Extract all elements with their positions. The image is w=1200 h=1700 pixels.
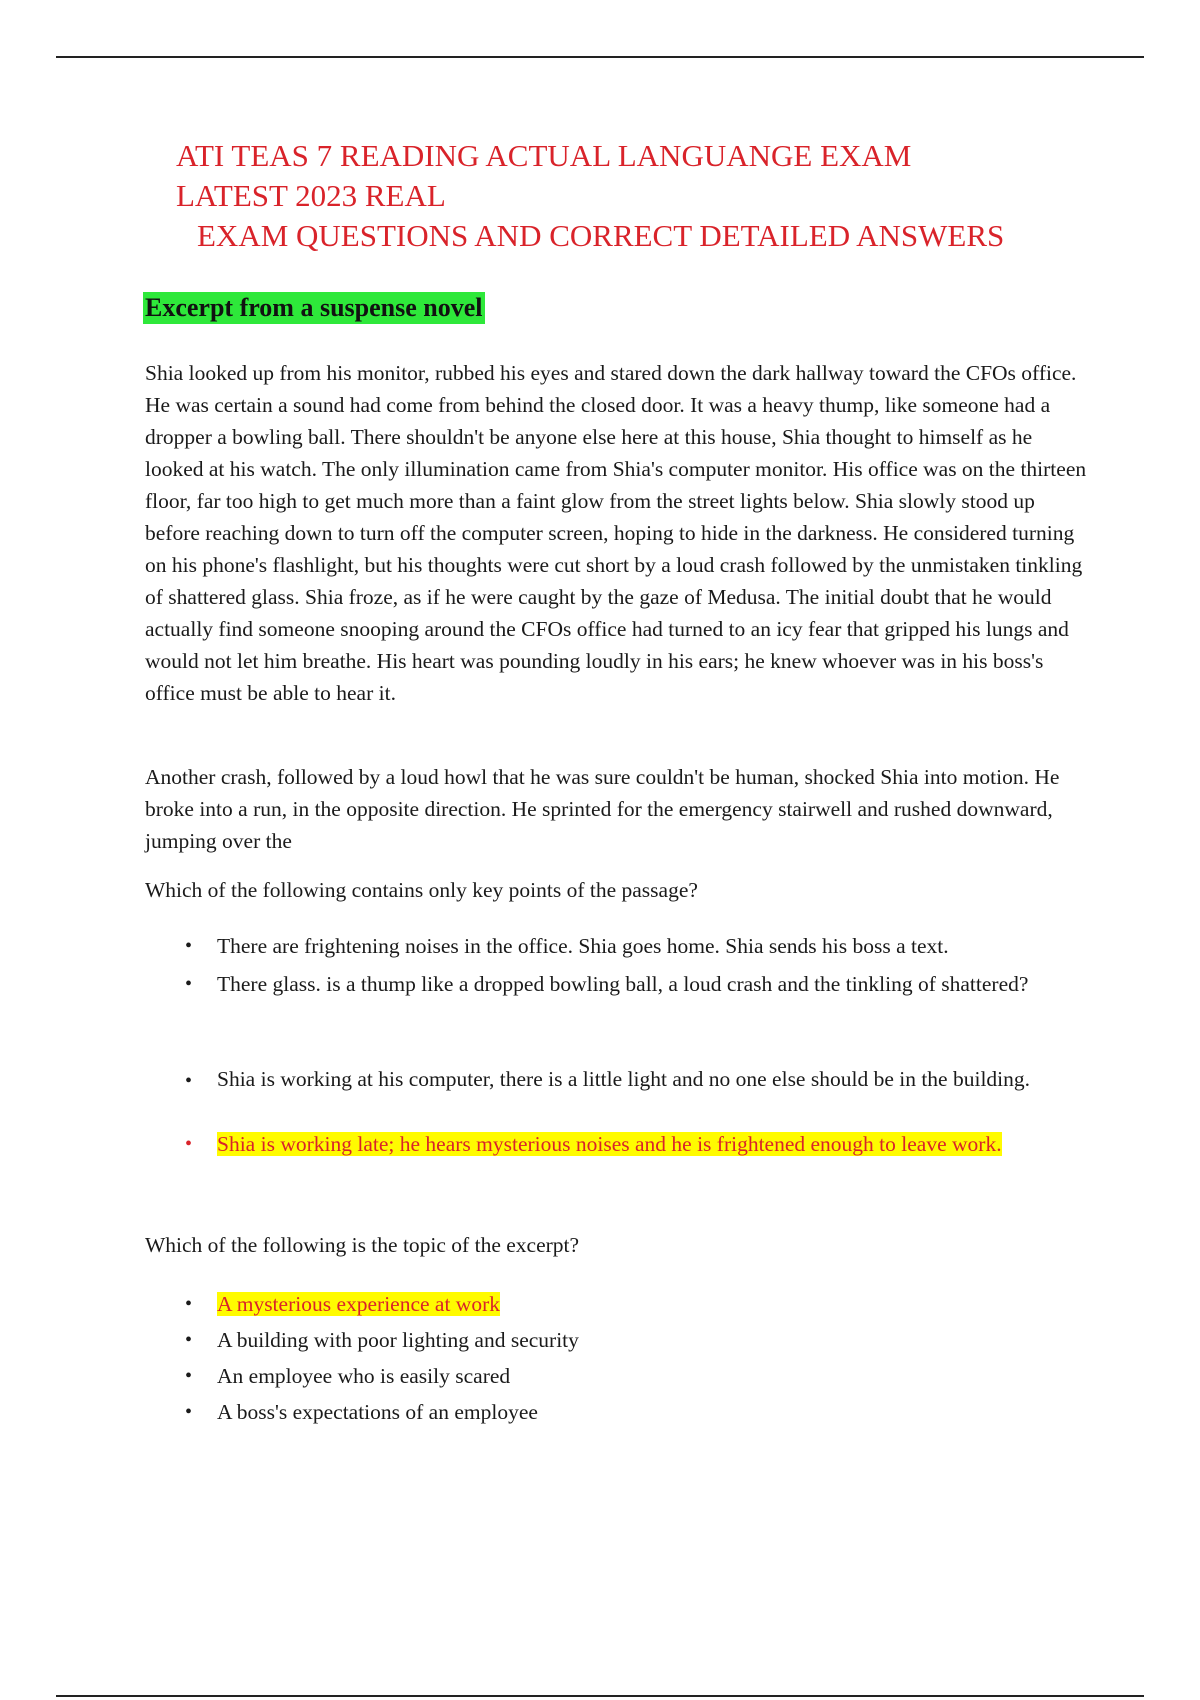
document-title [0, 0, 1200, 300]
option-text: There are frightening noises in the office. Shia goes home. Shia sends his boss a text. [217, 934, 949, 958]
bullet-icon: • [185, 1133, 193, 1155]
title-line-1: ATI TEAS 7 READING ACTUAL LANGUANGE EXAM [176, 138, 912, 173]
title-line-2: LATEST 2023 REAL [176, 178, 446, 213]
bullet-icon: • [185, 1293, 193, 1315]
title-line-3: EXAM QUESTIONS AND CORRECT DETAILED ANSWERS [197, 218, 1005, 253]
bullet-icon: • [185, 1070, 193, 1092]
passage-paragraph-1: Shia looked up from his monitor, rubbed his eyes and stared down the dark hallway toward the CFOs office. He was certain a sound had come from behind the closed door. It was a heavy thump, like someone had a dropper a bowling ball. There shouldn't be anyone else here at this house, Shia thought to himself as he looked at his watch. The only illumination came from Shia's computer monitor. His office was on the thirteen floor, far too high to get much more than a faint glow from the street lights below. Shia slowly stood up before reaching down to turn off the computer screen, hoping to hide in the darkness. He considered turning on his phone's flashlight, but his thoughts were cut short by a loud crash followed by the unmistaken tinkling of shattered glass. Shia froze, as if he were caught by the gaze of Medusa. The initial doubt that he would actually find someone snooping around the CFOs office had turned to an icy fear that gripped his lungs and would not let him breathe. His heart was pounding loudly in his ears; he knew whoever was in his boss's office must be able to hear it. [145, 361, 1087, 705]
passage-paragraph-2: Another crash, followed by a loud howl that he was sure couldn't be human, shocked Shia into motion. He broke into a run, in the opposite direction. He sprinted for the emergency stairwell and rushed downward, jumping over the [145, 765, 1060, 853]
option-text: A boss's expectations of an employee [217, 1400, 538, 1424]
correct-answer-highlight: A mysterious experience at work [217, 1292, 500, 1316]
question-2-prompt: Which of the following is the topic of the excerpt? [145, 1233, 580, 1257]
bullet-icon: • [185, 1365, 193, 1387]
correct-answer-highlight: Shia is working late; he hears mysterious noises and he is frightened enough to leave work. [217, 1132, 1002, 1156]
option-text: A building with poor lighting and security [217, 1328, 579, 1352]
bullet-icon: • [185, 973, 193, 995]
question-1-prompt: Which of the following contains only key points of the passage? [145, 878, 698, 902]
option-text: There glass. is a thump like a dropped bowling ball, a loud crash and the tinkling of shattered? [217, 972, 1029, 996]
bullet-icon: • [185, 1401, 193, 1423]
bullet-icon: • [185, 1329, 193, 1351]
option-text: Shia is working at his computer, there is a little light and no one else should be in the building. [217, 1067, 1031, 1091]
section-heading: Excerpt from a suspense novel [145, 293, 483, 322]
option-text: An employee who is easily scared [217, 1364, 511, 1388]
bottom-rule [56, 1695, 1144, 1697]
bullet-icon: • [185, 935, 193, 957]
